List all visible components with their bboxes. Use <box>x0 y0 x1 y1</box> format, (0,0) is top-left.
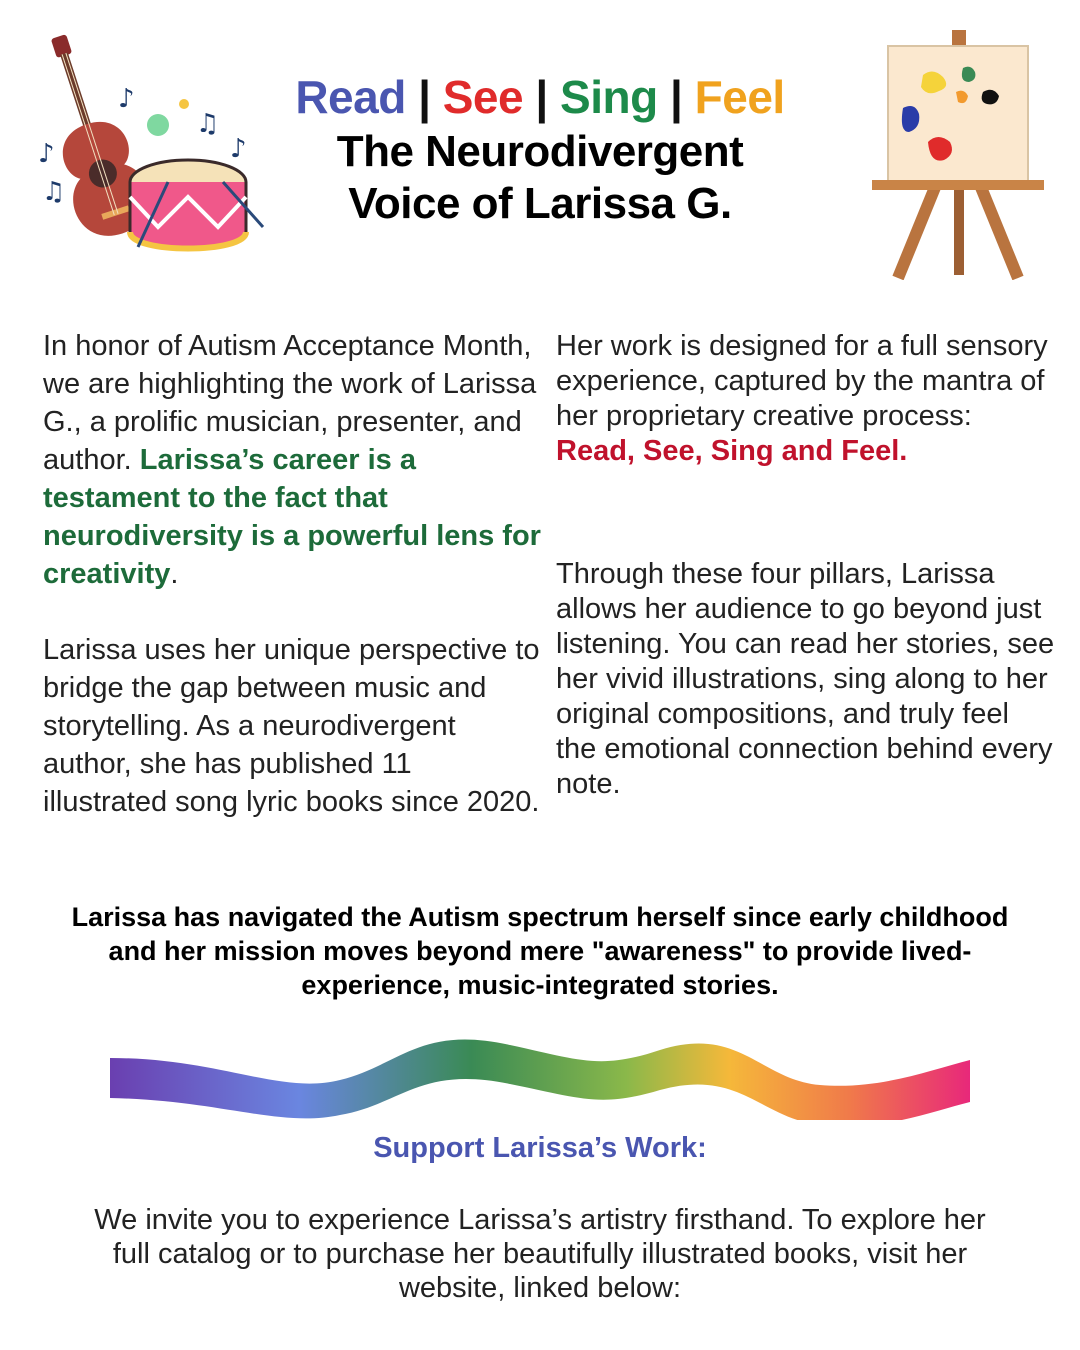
support-heading: Support Larissa’s Work: <box>373 1132 707 1164</box>
title-word-feel: Feel <box>694 71 785 123</box>
intro-text: In honor of Autism Acceptance Month, we are highlighting the work of Larissa G., a prolific musician, presenter, and author. <box>43 330 537 476</box>
bridge-paragraph: Larissa uses her unique perspective to bridge the gap between music and storytelling. As a neurodivergent author, she has published 11 illustrated song lyric books since 2020. <box>43 634 540 818</box>
subtitle-line-1: The Neurodivergent <box>336 127 744 176</box>
svg-text:♫: ♫ <box>42 177 66 207</box>
support-invitation: We invite you to experience Larissa’s artistry firsthand. To explore her full catalog or to purchase her beautifully illustrated books, visit her website, linked below: <box>94 1204 986 1304</box>
painting-easel-icon <box>868 30 1048 280</box>
title-separator: | <box>418 71 431 123</box>
svg-text:♫: ♫ <box>196 109 220 139</box>
pillars-paragraph: Through these four pillars, Larissa allows her audience to go beyond just listening. You can read her stories, see her vivid illustrations, sing along to her original compositions, and truly feel the emotional connection behind every note. <box>556 558 1055 800</box>
rainbow-wave-divider <box>100 1020 980 1120</box>
sensory-paragraph <box>556 329 1056 469</box>
title-separator: | <box>669 71 683 123</box>
subtitle-line-2: Voice of Larissa G. <box>348 179 732 228</box>
svg-text:♪: ♪ <box>118 84 135 114</box>
title-word-sing: Sing <box>560 71 658 123</box>
svg-text:♪: ♪ <box>230 134 247 164</box>
title-separator: | <box>535 71 548 123</box>
right-column <box>556 329 1056 802</box>
page-subtitle <box>260 126 820 230</box>
left-column <box>43 327 543 821</box>
intro-highlight: Larissa’s career is a testament to the fact that neurodiversity is a powerful lens for creativity <box>43 444 541 590</box>
title-word-see: See <box>442 71 524 123</box>
intro-end: . <box>170 558 179 590</box>
title-word-read: Read <box>295 71 406 123</box>
page-title <box>260 68 820 230</box>
guitar-drum-icon <box>18 22 278 262</box>
svg-text:♪: ♪ <box>38 139 55 169</box>
intro-paragraph <box>43 327 543 593</box>
title-pillars <box>260 68 820 126</box>
mantra-highlight: Read, See, Sing and Feel. <box>556 435 908 467</box>
sensory-text: Her work is designed for a full sensory experience, captured by the mantra of her proprietary creative process: <box>556 330 1048 432</box>
mission-statement: Larissa has navigated the Autism spectrum herself since early childhood and her mission moves beyond mere "awareness" to provide lived-experience, music-integrated stories. <box>71 902 1009 1000</box>
